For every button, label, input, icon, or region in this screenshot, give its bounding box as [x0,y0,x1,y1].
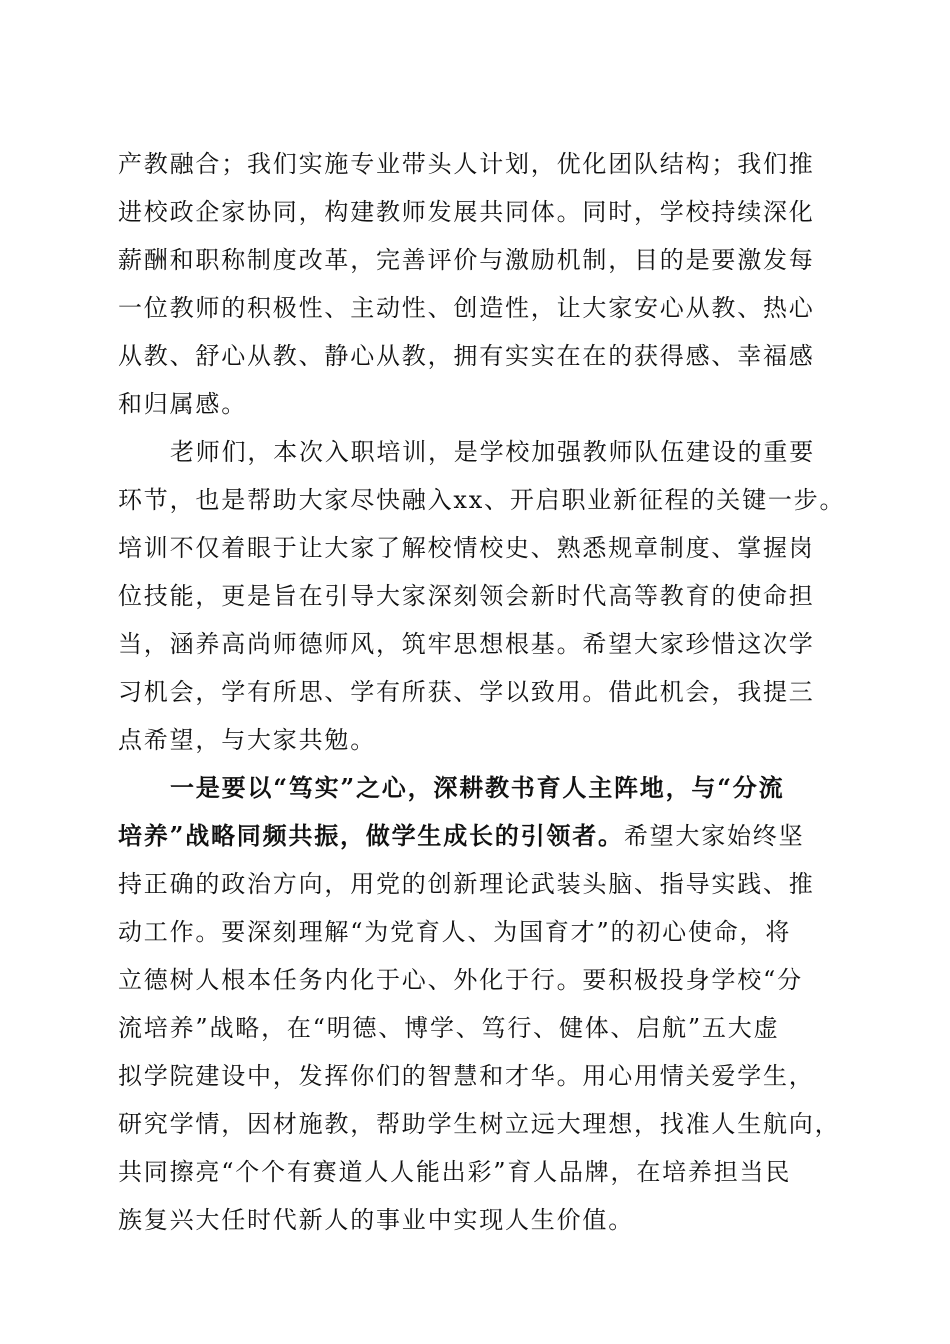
text-line: 从教、舒心从教、静心从教，拥有实实在在的获得感、幸福感 [118,342,815,370]
paragraph-first-line: 老师们，本次入职培训，是学校加强教师队伍建设的重要 [170,438,815,466]
text-line: 位技能，更是旨在引导大家深刻领会新时代高等教育的使命担 [118,582,815,610]
text-line: 进校政企家协同，构建教师发展共同体。同时，学校持续深化 [118,198,815,226]
document-page [118,140,846,1244]
text-line: 习机会，学有所思、学有所获、学以致用。借此机会，我提三 [118,678,815,706]
text-line: 持正确的政治方向，用党的创新理论武装头脑、指导实践、推 [118,870,815,898]
text-line: 族复兴大任时代新人的事业中实现人生价值。 [118,1206,634,1234]
text-line: 立德树人根本任务内化于心、外化于行。要积极投身学校“分 [118,966,803,994]
text-line: 环节，也是帮助大家尽快融入xx、开启职业新征程的关键一步。 [118,486,846,514]
text-segment: 希望大家始终坚 [623,822,805,850]
text-line: 点希望，与大家共勉。 [118,726,376,754]
text-line: 一位教师的积极性、主动性、创造性，让大家安心从教、热心 [118,294,815,322]
text-line: 研究学情，因材施教，帮助学生树立远大理想，找准人生航向， [118,1110,841,1138]
text-line: 动工作。要深刻理解“为党育人、为国育才”的初心使命，将 [118,918,792,946]
text-line: 和归属感。 [118,390,247,418]
text-line: 产教融合；我们实施专业带头人计划，优化团队结构；我们推 [118,150,815,178]
mixed-line [118,812,834,860]
text-line: 共同擦亮“个个有赛道人人能出彩”育人品牌，在培养担当民 [118,1158,792,1186]
text-line: 拟学院建设中，发挥你们的智慧和才华。用心用情关爱学生， [118,1062,815,1090]
bold-heading-segment: 培养”战略同频共振，做学生成长的引领者。 [118,821,624,850]
bold-heading-line: 一是要以“笃实”之心，深耕教书育人主阵地，与“分流 [170,773,785,802]
text-line: 流培养”战略，在“明德、博学、笃行、健体、启航”五大虚 [118,1014,780,1042]
text-line: 当，涵养高尚师德师风，筑牢思想根基。希望大家珍惜这次学 [118,630,815,658]
text-line: 薪酬和职称制度改革，完善评价与激励机制，目的是要激发每 [118,246,815,274]
text-line: 培训不仅着眼于让大家了解校情校史、熟悉规章制度、掌握岗 [118,534,815,562]
